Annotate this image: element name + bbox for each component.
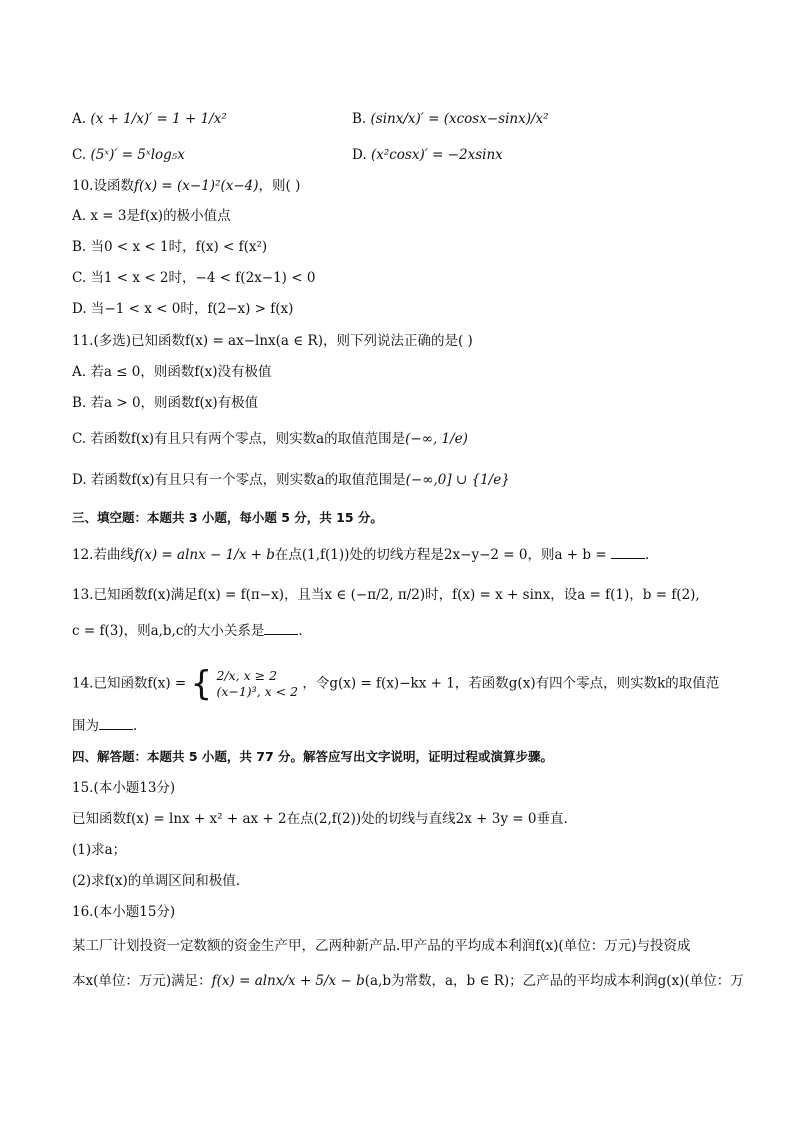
q9-option-a-label: A. — [72, 111, 87, 127]
q14-line-2 — [72, 717, 137, 735]
section-3-heading: 三、填空题：本题共 3 小题，每小题 5 分，共 15 分。 — [72, 510, 383, 525]
q14-case-2: (x−1)³, x < 2 — [216, 684, 299, 699]
q10-option-c: C. 当1 < x < 2时，−4 < f(2x−1) < 0 — [72, 270, 316, 286]
q11-option-d — [72, 471, 510, 489]
q10-function: f(x) = (x−1)²(x−4) — [133, 178, 259, 194]
answer-blank[interactable] — [611, 546, 645, 559]
q13-line-1: 13.已知函数f(x)满足f(x) = f(π−x)，且当x ∈ (−π/2, π/2)时，f(x) = x + sinx，设a = f(1)，b = f(2), — [72, 587, 700, 603]
answer-blank[interactable] — [99, 717, 133, 730]
answer-blank[interactable] — [264, 622, 298, 635]
q9-option-d — [352, 146, 503, 164]
q10-option-d: D. 当−1 < x < 0时，f(2−x) > f(x) — [72, 301, 294, 317]
q9-option-a — [72, 110, 227, 128]
q9-option-c — [72, 146, 185, 164]
q11-option-d-range: (−∞,0] ∪ {1/e} — [405, 472, 510, 488]
q9-option-b-expr: (sinx/x)′ = (xcosx−sinx)/x² — [370, 111, 549, 127]
q14-prefix: 14.已知函数f(x) = — [72, 675, 187, 692]
q15-part-2: (2)求f(x)的单调区间和极值. — [72, 873, 241, 889]
q10-stem-suffix: ，则( ) — [258, 178, 301, 194]
q12-end: . — [644, 547, 650, 563]
q15-stem: 已知函数f(x) = lnx + x² + ax + 2在点(2,f(2))处的切线与直线2x + 3y = 0垂直. — [72, 811, 568, 827]
q11-option-c — [72, 430, 468, 448]
q16-function: f(x) = alnx/x + 5/x − b — [211, 973, 365, 989]
q9-option-a-expr: (x + 1/x)′ = 1 + 1/x² — [90, 111, 227, 127]
q12-prefix: 12.若曲线 — [72, 547, 134, 563]
q16-line-2-suffix: (a,b为常数，a，b ∈ R)；乙产品的平均成本利润g(x)(单位：万 — [364, 973, 744, 989]
left-brace-icon: { — [190, 664, 213, 704]
q13-end: . — [298, 623, 303, 639]
q12-suffix: 在点(1,f(1))处的切线方程是2x−y−2 = 0，则a + b = — [274, 547, 607, 563]
q11-option-b: B. 若a > 0，则函数f(x)有极值 — [72, 395, 259, 411]
q16-line-1: 某工厂计划投资一定数额的资金生产甲，乙两种新产品.甲产品的平均成本利润f(x)(单位：万元)与投资成 — [72, 938, 691, 954]
q9-option-c-label: C. — [72, 147, 87, 163]
q13-line-2 — [72, 622, 303, 640]
q13-line-2-text: c = f(3)，则a,b,c的大小关系是 — [72, 623, 265, 639]
q9-option-d-label: D. — [352, 147, 367, 163]
q16-line-2-prefix: 本x(单位：万元)满足： — [72, 973, 212, 989]
q11-option-a: A. 若a ≤ 0，则函数f(x)没有极值 — [72, 364, 272, 380]
q14-line-2-text: 围为 — [72, 718, 99, 734]
q16-line-2 — [72, 972, 744, 990]
q12 — [72, 546, 649, 564]
section-4-heading: 四、解答题：本题共 5 小题，共 77 分。解答应写出文字说明，证明过程或演算步骤。 — [72, 749, 554, 764]
q9-option-c-expr: (5ˣ)′ = 5ˣlog₅x — [90, 147, 185, 163]
q10-stem — [72, 177, 300, 195]
q11-option-c-text: C. 若函数f(x)有且只有两个零点，则实数a的取值范围是 — [72, 431, 406, 447]
q15-part-1: (1)求a； — [72, 842, 127, 858]
q14-line-1 — [72, 664, 720, 704]
q11-option-d-text: D. 若函数f(x)有且只有一个零点，则实数a的取值范围是 — [72, 472, 406, 488]
q9-option-d-expr: (x²cosx)′ = −2xsinx — [370, 147, 503, 163]
q10-option-a: A. x = 3是f(x)的极小值点 — [72, 208, 231, 224]
q14-suffix: ，令g(x) = f(x)−kx + 1，若函数g(x)有四个零点，则实数k的取值范 — [302, 675, 720, 692]
q14-case-1: 2/x, x ≥ 2 — [216, 668, 278, 683]
q11-option-c-range: (−∞, 1/e) — [405, 431, 468, 447]
q15-heading: 15.(本小题13分) — [72, 780, 176, 796]
q11-stem: 11.(多选)已知函数f(x) = ax−lnx(a ∈ R)，则下列说法正确的是( ) — [72, 333, 473, 349]
q14-piecewise — [216, 668, 298, 700]
q9-option-b-label: B. — [352, 111, 367, 127]
q9-option-b — [352, 110, 549, 128]
q16-heading: 16.(本小题15分) — [72, 904, 176, 920]
q10-stem-prefix: 10.设函数 — [72, 178, 134, 194]
q14-end: . — [133, 718, 138, 734]
q12-function: f(x) = alnx − 1/x + b — [133, 547, 275, 563]
q10-option-b: B. 当0 < x < 1时，f(x) < f(x²) — [72, 239, 268, 255]
